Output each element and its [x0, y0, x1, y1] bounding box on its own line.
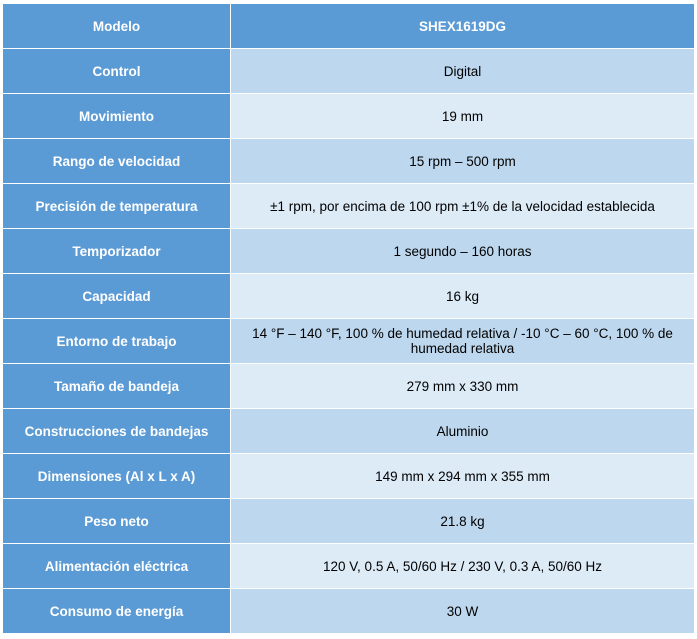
row-value: 30 W: [231, 589, 695, 634]
table-row: [3, 454, 695, 499]
row-value: 21.8 kg: [231, 499, 695, 544]
row-value: Aluminio: [231, 409, 695, 454]
row-label: Precisión de temperatura: [3, 184, 231, 229]
header-label-cell: Modelo: [3, 4, 231, 49]
table-row: [3, 499, 695, 544]
row-value: Digital: [231, 49, 695, 94]
row-label: Rango de velocidad: [3, 139, 231, 184]
row-value: 279 mm x 330 mm: [231, 364, 695, 409]
table-row: [3, 544, 695, 589]
row-label: Capacidad: [3, 274, 231, 319]
row-value: 14 °F – 140 °F, 100 % de humedad relativa / -10 °C – 60 °C, 100 % de humedad relativa: [231, 319, 695, 364]
table-row: [3, 229, 695, 274]
row-label: Peso neto: [3, 499, 231, 544]
row-label: Dimensiones (Al x L x A): [3, 454, 231, 499]
row-value: 19 mm: [231, 94, 695, 139]
table-header-row: [3, 4, 695, 49]
table-row: [3, 139, 695, 184]
row-value: 149 mm x 294 mm x 355 mm: [231, 454, 695, 499]
row-value: 16 kg: [231, 274, 695, 319]
table-row: [3, 184, 695, 229]
table-row: [3, 49, 695, 94]
spec-table: [2, 3, 695, 634]
row-label: Consumo de energía: [3, 589, 231, 634]
table-row: [3, 364, 695, 409]
row-label: Control: [3, 49, 231, 94]
table-row: [3, 409, 695, 454]
table-row: [3, 589, 695, 634]
table-row: [3, 94, 695, 139]
row-value: 15 rpm – 500 rpm: [231, 139, 695, 184]
row-label: Alimentación eléctrica: [3, 544, 231, 589]
table-row: [3, 319, 695, 364]
row-label: Construcciones de bandejas: [3, 409, 231, 454]
row-label: Entorno de trabajo: [3, 319, 231, 364]
header-model-cell: SHEX1619DG: [231, 4, 695, 49]
row-value: ±1 rpm, por encima de 100 rpm ±1% de la velocidad establecida: [231, 184, 695, 229]
row-label: Movimiento: [3, 94, 231, 139]
row-value: 1 segundo – 160 horas: [231, 229, 695, 274]
row-label: Temporizador: [3, 229, 231, 274]
table-row: [3, 274, 695, 319]
row-label: Tamaño de bandeja: [3, 364, 231, 409]
row-value: 120 V, 0.5 A, 50/60 Hz / 230 V, 0.3 A, 50/60 Hz: [231, 544, 695, 589]
